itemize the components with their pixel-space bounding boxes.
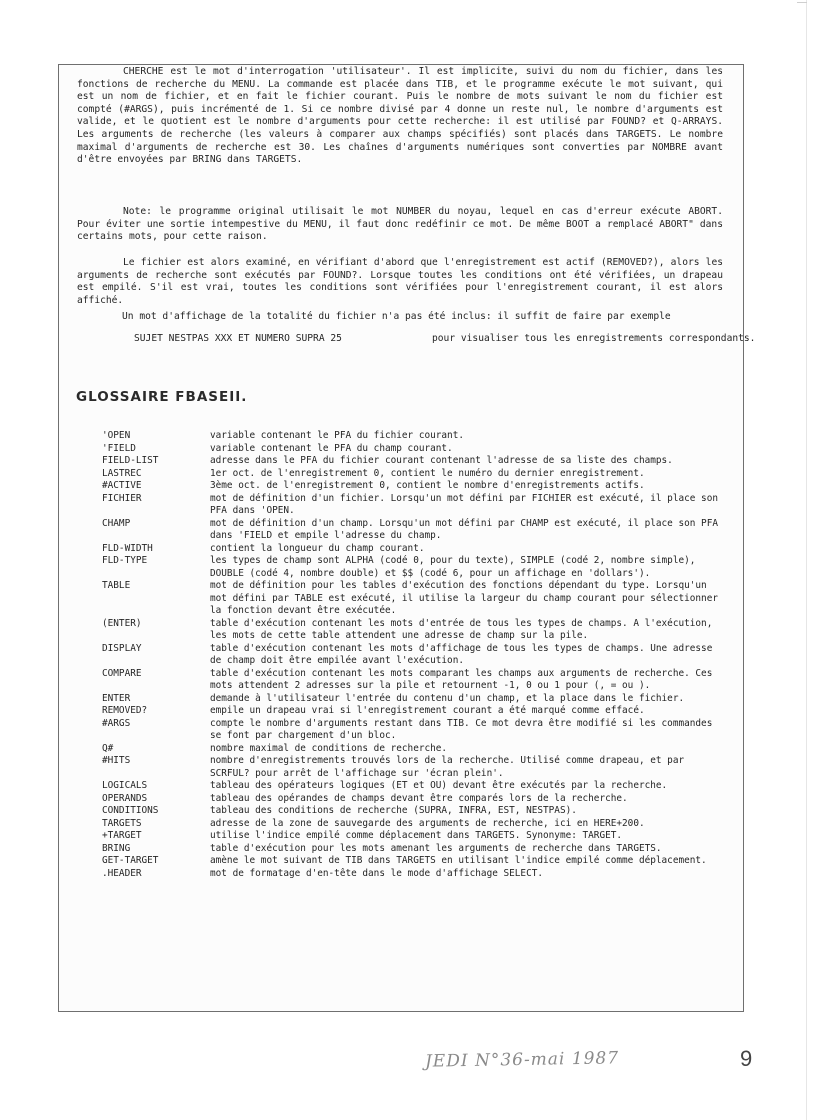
intro-paragraph-3: Le fichier est alors examiné, en vérifiant d'abord que l'enregistrement est actif (REMOVED?), alors les arguments de recherche sont exécutés par FOUND?. Lorsque toutes les conditions ont été vérifiées, un drapeau est empilé. S'il est vrai, toutes les conditions sont vérifiées pour l'enregistrement courant, il est alors affiché. (77, 257, 723, 306)
intro-paragraph-2-note: Note: le programme original utilisait le mot NUMBER du noyau, lequel en cas d'erreur exécute ABORT. Pour éviter une sortie intempestive du MENU, il faut donc redéfinir ce mot. De même BOOT a remplacé ABORT" dans certains mots, pour cette raison. (77, 206, 723, 243)
glossary-definition: mot de définition pour les tables d'exécution des fonctions dépendant du type. Lorsqu'un mot défini par TABLE est exécuté, il utilise la largeur du champ courant pour sélectionner la fonction devant être exécutée. (210, 580, 718, 616)
glossary-entry (102, 518, 724, 543)
glossary-term: OPERANDS (102, 792, 148, 804)
glossary-term: FLD-WIDTH (102, 542, 153, 554)
example-command: SUJET NESTPAS XXX ET NUMERO SUPRA 25 (134, 333, 342, 344)
glossary-entry (102, 455, 724, 468)
glossary-definition: nombre maximal de conditions de recherche. (210, 742, 448, 754)
glossary-definition: variable contenant le PFA du fichier courant. (210, 430, 464, 441)
glossary-definition: empile un drapeau vrai si l'enregistrement courant a été marqué comme effacé. (210, 705, 645, 716)
glossary-definition: les types de champ sont ALPHA (codé 0, pour du texte), SIMPLE (codé 2, nombre simple), DOUBLE (codé 4, nombre double) et $$ (codé 6, pour un affichage en 'dollars'). (210, 555, 696, 579)
glossary-entry (102, 868, 724, 881)
glossary-definition: adresse de la zone de sauvegarde des arguments de recherche, ici en HERE+200. (210, 817, 645, 829)
glossary-term: #ARGS (102, 717, 131, 729)
glossary-entry (102, 468, 724, 481)
glossary-term: (ENTER) (102, 617, 142, 629)
glossary-term: COMPARE (102, 667, 142, 679)
glossary-entry (102, 705, 724, 718)
glossary-entry (102, 755, 724, 780)
glossary-term: FLD-TYPE (102, 555, 148, 566)
glossary-title: GLOSSAIRE FBASEII. (76, 389, 248, 405)
glossary-term: REMOVED? (102, 705, 148, 716)
glossary-term: LASTREC (102, 467, 142, 479)
glossary-term: Q# (102, 742, 114, 754)
glossary-entry (102, 743, 724, 756)
page-number: 9 (740, 1046, 753, 1071)
glossary-term: 'FIELD (102, 442, 136, 454)
intro-paragraph-4: Un mot d'affichage de la totalité du fichier n'a pas été inclus: il suffit de faire par exemple (122, 311, 671, 322)
glossary-entry (102, 643, 724, 668)
glossary-entry (102, 618, 724, 643)
glossary-entry (102, 493, 724, 518)
glossary-term: ENTER (102, 692, 131, 704)
glossary-definition: nombre d'enregistrements trouvés lors de la recherche. Utilisé comme drapeau, et par SCRFUL? pour arrêt de l'affichage sur 'écran plein'. (210, 755, 685, 779)
glossary-term: CONDITIONS (102, 805, 159, 816)
glossary-list (102, 430, 724, 880)
glossary-definition: variable contenant le PFA du champ courant. (210, 442, 453, 454)
glossary-entry (102, 555, 724, 580)
glossary-definition: utilise l'indice empilé comme déplacement dans TARGETS. Synonyme: TARGET. (210, 830, 623, 841)
glossary-term: DISPLAY (102, 642, 142, 654)
glossary-definition: adresse dans le PFA du fichier courant contenant l'adresse de sa liste des champs. (210, 455, 673, 466)
glossary-entry (102, 443, 724, 456)
glossary-definition: tableau des opérateurs logiques (ET et OU) devant être exécutés par la recherche. (210, 780, 668, 791)
glossary-term: CHAMP (102, 517, 131, 529)
glossary-term: .HEADER (102, 867, 142, 879)
glossary-entry (102, 843, 724, 856)
glossary-definition: compte le nombre d'arguments restant dans TIB. Ce mot devra être modifié si les commandes se font par chargement d'un bloc. (210, 717, 713, 741)
example-description: pour visualiser tous les enregistrements correspondants. (432, 333, 756, 344)
glossary-entry (102, 818, 724, 831)
glossary-definition: amène le mot suivant de TIB dans TARGETS en utilisant l'indice empilé comme déplacement. (210, 855, 707, 866)
glossary-entry (102, 793, 724, 806)
glossary-definition: table d'exécution contenant les mots d'entrée de tous les types de champs. A l'exécution, les mots de cette table attendent une adresse de champ sur la pile. (210, 617, 713, 641)
glossary-definition: contient la longueur du champ courant. (210, 542, 425, 554)
glossary-term: FICHIER (102, 492, 142, 504)
glossary-entry (102, 480, 724, 493)
glossary-term: LOGICALS (102, 780, 148, 791)
glossary-definition: tableau des opérandes de champs devant être comparés lors de la recherche. (210, 792, 628, 804)
glossary-entry (102, 780, 724, 793)
glossary-definition: tableau des conditions de recherche (SUPRA, INFRA, EST, NESTPAS). (210, 805, 577, 816)
scan-corner-mark (797, 2, 807, 6)
glossary-definition: table d'exécution contenant les mots comparant les champs aux arguments de recherche. Ces mots attendent 2 adresses sur la pile et retournent -1, 0 ou 1 pour (, = ou ). (210, 667, 713, 691)
glossary-entry (102, 693, 724, 706)
glossary-definition: table d'exécution pour les mots amenant les arguments de recherche dans TARGETS. (210, 842, 662, 854)
glossary-entry (102, 830, 724, 843)
glossary-term: 'OPEN (102, 430, 131, 441)
intro-paragraph-1: CHERCHE est le mot d'interrogation 'utilisateur'. Il est implicite, suivi du nom du fichier, dans les fonctions de recherche du MENU. La commande est placée dans TIB, et le programme exécute le mot suivant, qui est un nom de fichier, et en fait le fichier courant. Puis le nombre de mots suivant le nom du fichier est compté (#ARGS), puis incrémenté de 1. Si ce nombre divisé par 4 donne un reste nul, le nombre d'arguments est valide, et le quotient est le nombre d'arguments pour cette recherche: il est utilisé par FOUND? et Q-ARRAYS. Les arguments de recherche (les valeurs à comparer aux champs spécifiés) sont placés dans TARGETS. Le nombre maximal d'arguments de recherche est 30. Les chaînes d'arguments numériques sont converties par NOMBRE avant d'être envoyées par BRING dans TARGETS. (77, 66, 723, 166)
scan-edge (806, 0, 807, 1120)
glossary-term: GET-TARGET (102, 855, 159, 866)
glossary-entry (102, 718, 724, 743)
glossary-term: TARGETS (102, 817, 142, 829)
glossary-entry (102, 430, 724, 443)
glossary-term: +TARGET (102, 830, 142, 841)
glossary-term: #HITS (102, 755, 131, 766)
glossary-definition: mot de formatage d'en-tête dans le mode d'affichage SELECT. (210, 867, 544, 879)
glossary-entry (102, 580, 724, 618)
glossary-definition: 3ème oct. de l'enregistrement 0, contient le nombre d'enregistrements actifs. (210, 480, 645, 491)
glossary-term: TABLE (102, 580, 131, 591)
glossary-entry (102, 668, 724, 693)
glossary-definition: mot de définition d'un champ. Lorsqu'un mot défini par CHAMP est exécuté, il place son PFA dans 'FIELD et empile l'adresse du champ. (210, 517, 718, 541)
glossary-entry (102, 805, 724, 818)
glossary-definition: demande à l'utilisateur l'entrée du contenu d'un champ, et la place dans le fichier. (210, 692, 685, 704)
glossary-definition: mot de définition d'un fichier. Lorsqu'un mot défini par FICHIER est exécuté, il place son PFA dans 'OPEN. (210, 492, 718, 516)
glossary-entry (102, 855, 724, 868)
handwritten-issue-note: JEDI N°36-mai 1987 (424, 1048, 620, 1072)
glossary-entry (102, 543, 724, 556)
glossary-definition: 1er oct. de l'enregistrement 0, contient le numéro du dernier enregistrement. (210, 467, 645, 479)
glossary-term: FIELD-LIST (102, 455, 159, 466)
glossary-term: #ACTIVE (102, 480, 142, 491)
glossary-term: BRING (102, 842, 131, 854)
glossary-definition: table d'exécution contenant les mots d'affichage de tous les types de champs. Une adresse de champ doit être empilée avant l'exécution. (210, 642, 713, 666)
